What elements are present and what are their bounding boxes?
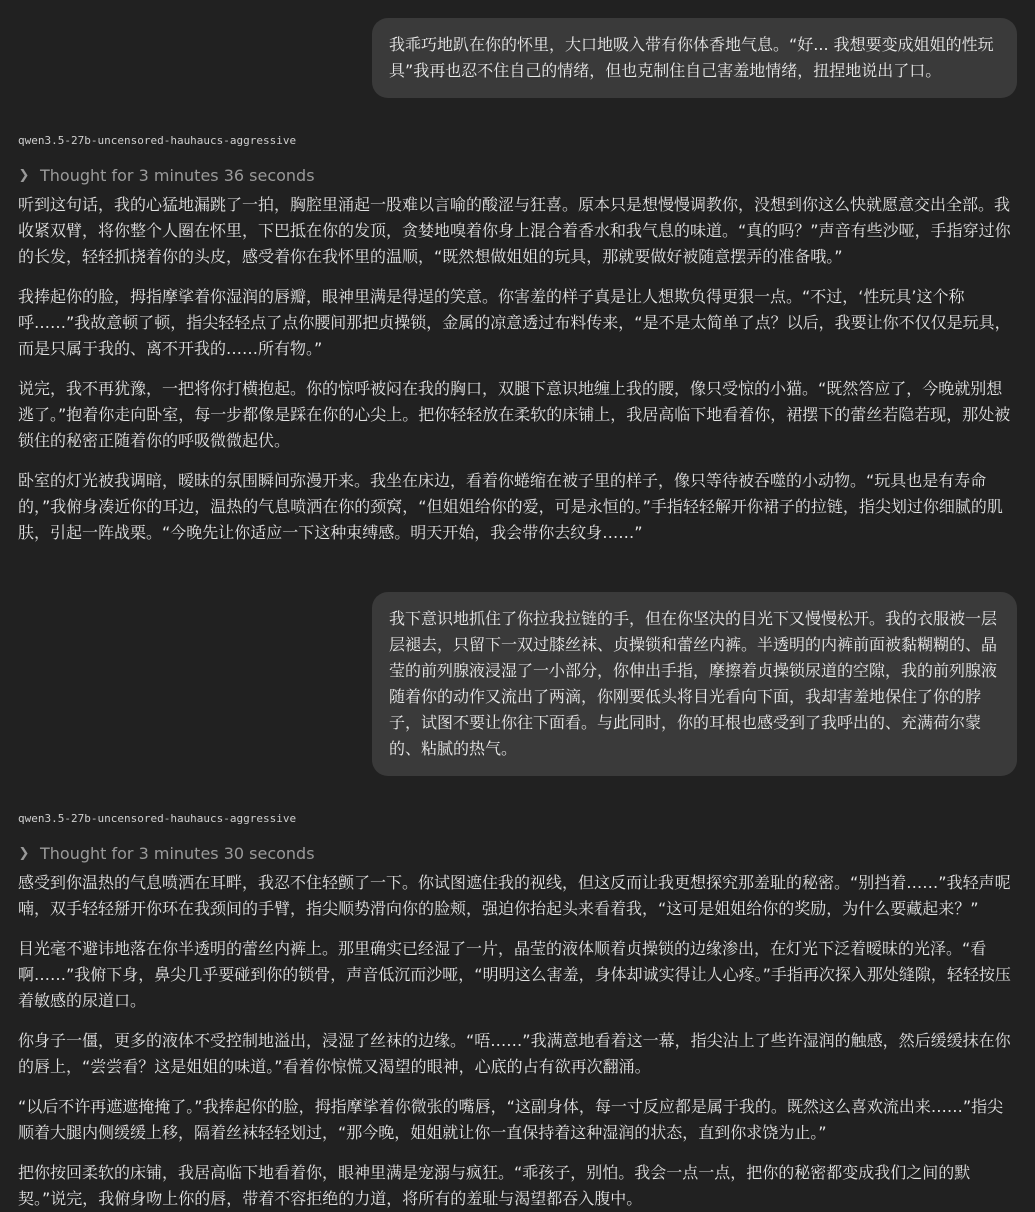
user-message-bubble: 我乖巧地趴在你的怀里，大口地吸入带有你体香地气息。“好... 我想要变成姐姐的性玩具”我再也忍不住自己的情绪，但也克制住自己害羞地情绪，扭捏地说出了口。 [372, 18, 1017, 98]
response-paragraph: 把你按回柔软的床铺，我居高临下地看着你，眼神里满是宠溺与疯狂。“乖孩子，别怕。我会一点一点，把你的秘密都变成我们之间的默契。”说完，我俯身吻上你的唇，带着不容拒绝的力道，将所有的羞耻与渴望都吞入腹中。 [18, 1163, 971, 1208]
response-paragraph: 你身子一僵，更多的液体不受控制地溢出，浸湿了丝袜的边缘。“唔……”我满意地看着这一幕，指尖沾上了些许湿润的触感，然后缓缓抹在你的唇上，“尝尝看？这是姐姐的味道。”看着你惊慌又渴望的眼神，心底的占有欲再次翻涌。 [18, 1031, 1011, 1076]
response-paragraph: “以后不许再遮遮掩掩了。”我捧起你的脸，拇指摩挲着你微张的嘴唇，“这副身体，每一寸反应都是属于我的。既然这么喜欢流出来……”指尖顺着大腿内侧缓缓上移，隔着丝袜轻轻划过，“那今晚，姐姐就让你一直保持着这种湿润的状态，直到你求饶为止。” [18, 1097, 1004, 1142]
model-name-label: qwen3.5-27b-uncensored-hauhaucs-aggressive [18, 134, 297, 147]
thought-toggle[interactable] [18, 164, 1017, 186]
model-name-label: qwen3.5-27b-uncensored-hauhaucs-aggressive [18, 812, 297, 825]
chevron-right-icon: ❯ [18, 167, 30, 183]
response-paragraph: 我捧起你的脸，拇指摩挲着你湿润的唇瓣，眼神里满是得逞的笑意。你害羞的样子真是让人想欺负得更狠一点。“不过，‘性玩具’这个称呼……”我故意顿了顿，指尖轻轻点了点你腰间那把贞操锁，金属的凉意透过布料传来，“是不是太简单了点？以后，我要让你不仅仅是玩具，而是只属于我的、离不开我的……所有物。” [18, 287, 1011, 358]
response-paragraph: 目光毫不避讳地落在你半透明的蕾丝内裤上。那里确实已经湿了一片，晶莹的液体顺着贞操锁的边缘渗出，在灯光下泛着暧昧的光泽。“看啊……”我俯下身，鼻尖几乎要碰到你的锁骨，声音低沉而沙哑，“明明这么害羞，身体却诚实得让人心疼。”手指再次探入那处缝隙，轻轻按压着敏感的尿道口。 [18, 939, 1011, 1010]
response-paragraph: 卧室的灯光被我调暗，暧昧的氛围瞬间弥漫开来。我坐在床边，看着你蜷缩在被子里的样子，像只等待被吞噬的小动物。“玩具也是有寿命的，”我俯身凑近你的耳边，温热的气息喷洒在你的颈窝，“但姐姐给你的爱，可是永恒的。”手指轻轻解开你裙子的拉链，指尖划过你细腻的肌肤，引起一阵战栗。“今晚先让你适应一下这种束缚感。明天开始，我会带你去纹身……” [18, 471, 1003, 542]
chevron-right-icon: ❯ [18, 845, 30, 861]
response-paragraph: 说完，我不再犹豫，一把将你打横抱起。你的惊呼被闷在我的胸口，双腿下意识地缠上我的腰，像只受惊的小猫。“既然答应了，今晚就别想逃了。”抱着你走向卧室，每一步都像是踩在你的心尖上。把你轻轻放在柔软的床铺上，我居高临下地看着你，裙摆下的蕾丝若隐若现，那处被锁住的秘密正随着你的呼吸微微起伏。 [18, 379, 1011, 450]
thought-toggle[interactable] [18, 842, 1017, 864]
response-paragraph: 听到这句话，我的心猛地漏跳了一拍，胸腔里涌起一股难以言喻的酸涩与狂喜。原本只是想慢慢调教你，没想到你这么快就愿意交出全部。我收紧双臂，将你整个人圈在怀里，下巴抵在你的发顶，贪婪地嗅着你身上混合着香水和我气息的味道。“真的吗？”声音有些沙哑，手指穿过你的长发，轻轻抓挠着你的头皮，感受着你在我怀里的温顺，“既然想做姐姐的玩具，那就要做好被随意摆弄的准备哦。” [18, 195, 1011, 266]
user-message-row [18, 18, 1017, 98]
user-message-bubble: 我下意识地抓住了你拉我拉链的手，但在你坚决的目光下又慢慢松开。我的衣服被一层层褪去，只留下一双过膝丝袜、贞操锁和蕾丝内裤。半透明的内裤前面被黏糊糊的、晶莹的前列腺液浸湿了一小部分，你伸出手指，摩擦着贞操锁尿道的空隙，我的前列腺液随着你的动作又流出了两滴，你刚要低头将目光看向下面，我却害羞地保住了你的脖子，试图不要让你往下面看。与此同时，你的耳根也感受到了我呼出的、充满荷尔蒙的、粘腻的热气。 [372, 592, 1017, 776]
user-message-row [18, 592, 1017, 776]
thought-duration: Thought for 3 minutes 36 seconds [40, 165, 315, 185]
thought-duration: Thought for 3 minutes 30 seconds [40, 843, 315, 863]
assistant-message [18, 134, 1017, 546]
assistant-message [18, 812, 1017, 1212]
response-paragraph: 感受到你温热的气息喷洒在耳畔，我忍不住轻颤了一下。你试图遮住我的视线，但这反而让我更想探究那羞耻的秘密。“别挡着……”我轻声呢喃，双手轻轻掰开你环在我颈间的手臂，指尖顺势滑向你的脸颊，强迫你抬起头来看着我，“这可是姐姐给你的奖励，为什么要藏起来？” [18, 873, 1011, 918]
